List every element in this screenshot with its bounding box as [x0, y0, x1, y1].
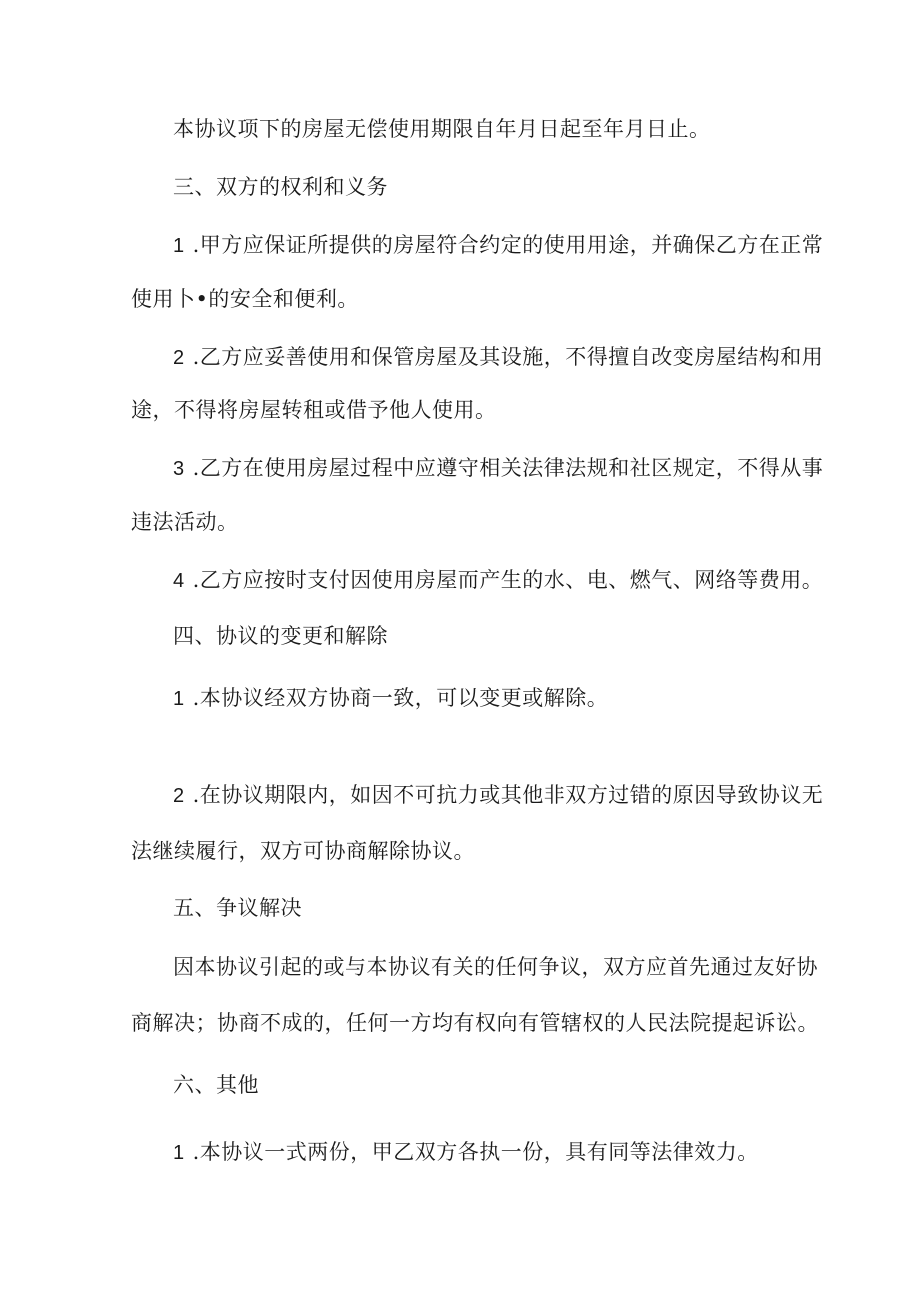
list-item: [173, 567, 823, 594]
item-number: 1: [173, 688, 185, 710]
heading-text: 三、双方的权利和义务: [173, 175, 388, 199]
list-item-continuation: [131, 838, 475, 864]
heading-text: 四、协议的变更和解除: [173, 624, 388, 648]
item-text: .在协议期限内，如因不可抗力或其他非双方过错的原因导致协议无: [192, 783, 824, 807]
item-text: .本协议一式两份，甲乙双方各执一份，具有同等法律效力。: [192, 1140, 759, 1164]
list-item: [173, 685, 608, 712]
section-heading-change: [173, 623, 388, 649]
heading-text: 六、其他: [173, 1073, 259, 1097]
paragraph-continuation: [131, 1010, 819, 1036]
item-number: 2: [173, 785, 185, 807]
heading-text: 五、争议解决: [173, 896, 302, 920]
item-number: 3: [173, 458, 185, 480]
item-text: 法继续履行，双方可协商解除协议。: [131, 839, 475, 863]
list-item: [173, 232, 823, 259]
paragraph-dispute: [173, 954, 818, 980]
item-text: 途，不得将房屋转租或借予他人使用。: [131, 398, 497, 422]
list-item: [173, 1139, 759, 1166]
list-item: [173, 344, 823, 371]
paragraph-text: 本协议项下的房屋无偿使用期限自年月日起至年月日止。: [173, 117, 711, 141]
list-item: [173, 782, 823, 809]
paragraph-term: [173, 116, 711, 142]
list-item-continuation: [131, 397, 497, 423]
item-text: .乙方应妥善使用和保管房屋及其设施，不得擅自改变房屋结构和用: [192, 345, 824, 369]
item-number: 2: [173, 347, 185, 369]
list-item: [173, 455, 823, 482]
item-text: .本协议经双方协商一致，可以变更或解除。: [192, 686, 609, 710]
item-text: .乙方应按时支付因使用房屋而产生的水、电、燃气、网络等费用。: [192, 568, 824, 592]
item-text: 违法活动。: [131, 510, 239, 534]
item-text: .乙方在使用房屋过程中应遵守相关法律法规和社区规定，不得从事: [192, 456, 824, 480]
list-item-continuation: [131, 509, 239, 535]
section-heading-rights: [173, 174, 388, 200]
item-text: .甲方应保证所提供的房屋符合约定的使用用途，并确保乙方在正常: [192, 233, 824, 257]
section-heading-dispute: [173, 895, 302, 921]
paragraph-text: 因本协议引起的或与本协议有关的任何争议，双方应首先通过友好协: [173, 955, 818, 979]
list-item-continuation: [131, 286, 359, 312]
item-number: 4: [173, 570, 185, 592]
item-number: 1: [173, 235, 185, 257]
paragraph-text: 商解决；协商不成的，任何一方均有权向有管辖权的人民法院提起诉讼。: [131, 1011, 819, 1035]
item-number: 1: [173, 1142, 185, 1164]
item-text: 使用卜•的安全和便利。: [131, 287, 359, 311]
section-heading-other: [173, 1072, 259, 1098]
